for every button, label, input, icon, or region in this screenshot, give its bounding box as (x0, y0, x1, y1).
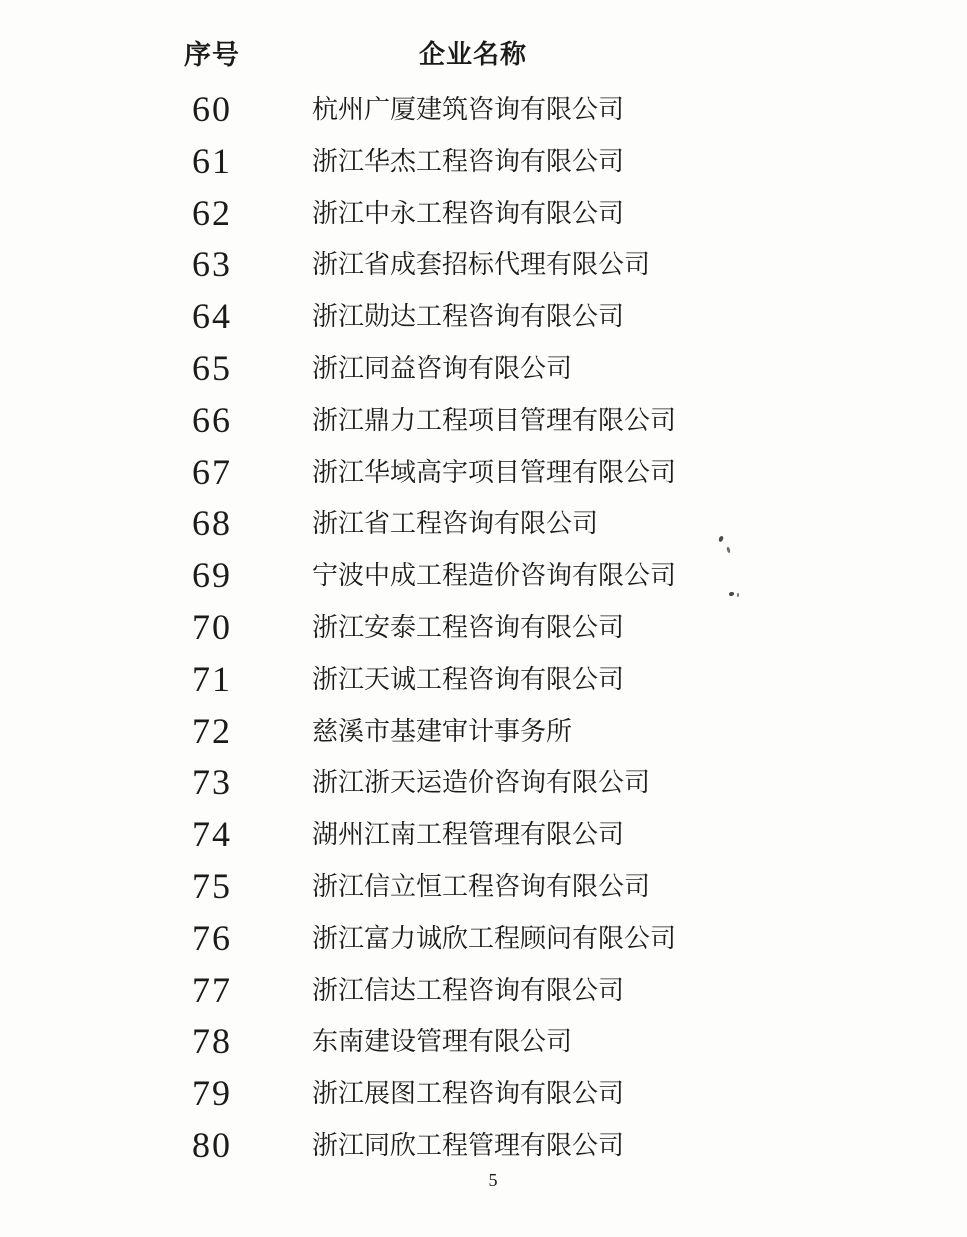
row-serial-number: 76 (192, 917, 232, 958)
row-serial-number: 73 (192, 762, 232, 803)
row-serial-number: 61 (192, 140, 232, 181)
table-header (0, 38, 967, 72)
row-serial-number: 66 (192, 399, 232, 440)
table-row (0, 706, 967, 758)
row-company-name: 浙江鼎力工程项目管理有限公司 (312, 405, 677, 435)
row-serial-number: 69 (192, 555, 232, 596)
row-company-name: 浙江浙天运造价咨询有限公司 (312, 768, 651, 798)
table-row (0, 239, 967, 291)
column-header-serial: 序号 (184, 40, 240, 70)
row-company-name: 慈溪市基建审计事务所 (312, 716, 573, 746)
table-row (0, 136, 967, 188)
row-company-name: 浙江华杰工程咨询有限公司 (312, 146, 625, 176)
table-row (0, 84, 967, 136)
row-serial-number: 62 (192, 192, 232, 233)
table-row (0, 1016, 967, 1068)
page-number: 5 (488, 1170, 498, 1190)
table-row (0, 343, 967, 395)
row-company-name: 浙江同益咨询有限公司 (312, 353, 573, 383)
row-company-name: 浙江展图工程咨询有限公司 (312, 1079, 625, 1109)
table-row (0, 291, 967, 343)
row-serial-number: 60 (192, 89, 232, 129)
row-company-name: 浙江信达工程咨询有限公司 (312, 975, 625, 1005)
row-serial-number: 65 (192, 347, 232, 388)
table-row (0, 965, 967, 1017)
table-row (0, 1068, 967, 1120)
table-row (0, 861, 967, 913)
row-company-name: 浙江华域高宇项目管理有限公司 (312, 457, 677, 487)
row-company-name: 浙江省成套招标代理有限公司 (312, 250, 651, 280)
row-serial-number: 77 (192, 969, 232, 1010)
table-row (0, 447, 967, 499)
row-serial-number: 72 (192, 710, 232, 751)
table-row (0, 602, 967, 654)
table-row (0, 188, 967, 240)
table-row (0, 654, 967, 706)
row-company-name: 浙江勋达工程咨询有限公司 (312, 302, 625, 332)
row-serial-number: 67 (192, 451, 232, 492)
row-company-name: 浙江富力诚欣工程顾问有限公司 (312, 923, 677, 953)
row-serial-number: 68 (192, 503, 232, 544)
row-company-name: 浙江信立恒工程咨询有限公司 (312, 871, 651, 901)
table-row (0, 757, 967, 809)
table-row (0, 550, 967, 602)
table-row (0, 913, 967, 965)
table-row (0, 1120, 967, 1172)
row-serial-number: 78 (192, 1021, 232, 1062)
row-company-name: 浙江天诚工程咨询有限公司 (312, 664, 625, 694)
table-row (0, 498, 967, 550)
row-company-name: 浙江同欣工程管理有限公司 (312, 1130, 625, 1160)
row-company-name: 杭州广厦建筑咨询有限公司 (312, 95, 625, 124)
row-company-name: 浙江中永工程咨询有限公司 (312, 198, 625, 228)
row-serial-number: 79 (192, 1073, 232, 1114)
row-serial-number: 64 (192, 296, 232, 337)
row-company-name: 湖州江南工程管理有限公司 (312, 820, 625, 850)
company-table-body (0, 84, 967, 1172)
row-serial-number: 70 (192, 606, 232, 647)
table-row (0, 809, 967, 861)
row-serial-number: 75 (192, 865, 232, 906)
row-serial-number: 74 (192, 814, 232, 855)
column-header-company: 企业名称 (419, 40, 528, 69)
row-company-name: 东南建设管理有限公司 (312, 1027, 573, 1057)
row-company-name: 浙江省工程咨询有限公司 (312, 509, 599, 539)
row-serial-number: 80 (192, 1124, 232, 1165)
row-serial-number: 63 (192, 244, 232, 285)
row-serial-number: 71 (192, 658, 232, 699)
row-company-name: 浙江安泰工程咨询有限公司 (312, 612, 625, 642)
row-company-name: 宁波中成工程造价咨询有限公司 (312, 561, 677, 591)
table-row (0, 395, 967, 447)
